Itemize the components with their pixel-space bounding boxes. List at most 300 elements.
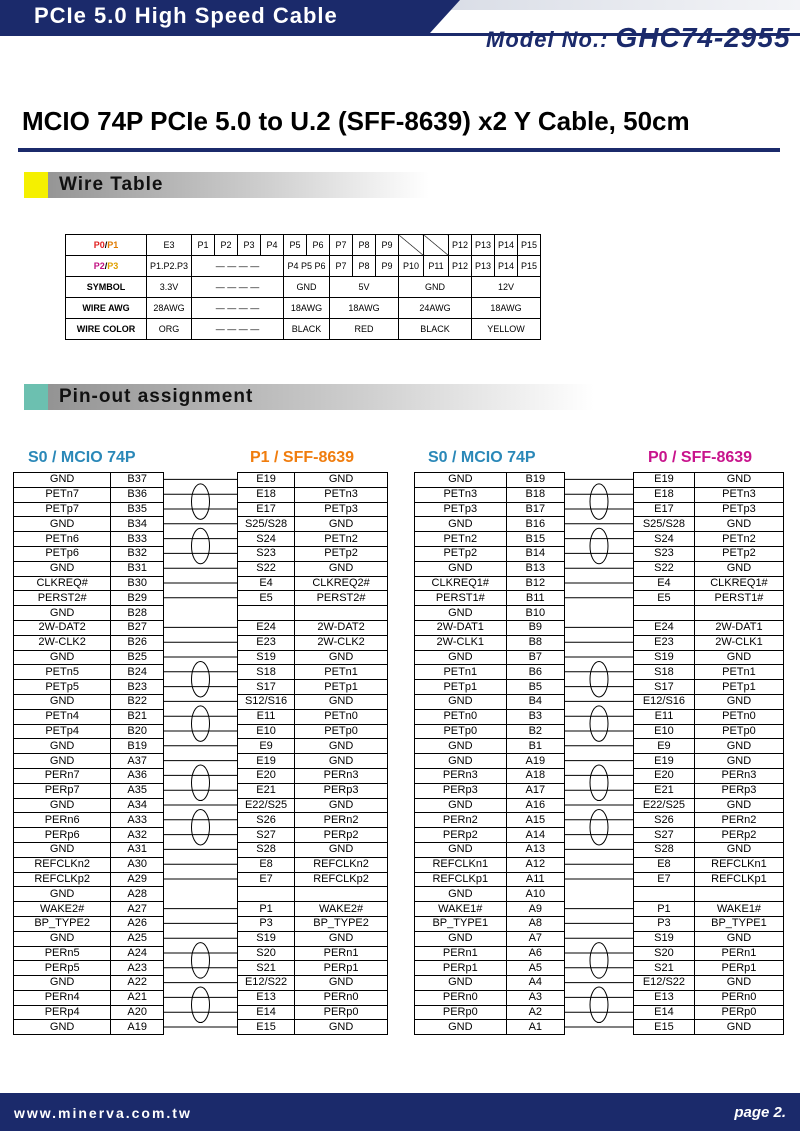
- cell: 12V: [472, 277, 541, 298]
- pin-cell-a: 2W-DAT1: [415, 620, 507, 635]
- pin-cell-b: B11: [506, 591, 564, 606]
- pin-row: [634, 620, 784, 635]
- pin-cell-a: BP_TYPE2: [14, 916, 111, 931]
- pin-cell-a: S21: [238, 961, 295, 976]
- pin-cell-b: WAKE1#: [694, 902, 783, 917]
- pin-cell-a: S24: [634, 532, 695, 547]
- pin-cell-b: PETp1: [694, 680, 783, 695]
- pin-cell-a: E22/S25: [238, 798, 295, 813]
- pin-cell-b: GND: [694, 842, 783, 857]
- pin-cell-b: GND: [694, 694, 783, 709]
- page-number: page 2.: [734, 1104, 786, 1121]
- pin-row: [238, 635, 388, 650]
- pin-cell-b: PERp1: [295, 961, 388, 976]
- pin-cell-a: CLKREQ1#: [415, 576, 507, 591]
- pin-cell-b: GND: [694, 650, 783, 665]
- pin-cell-a: GND: [14, 650, 111, 665]
- pin-row: [14, 931, 164, 946]
- pin-cell-b: PETn1: [295, 665, 388, 680]
- pin-cell-a: PERn7: [14, 768, 111, 783]
- pin-cell-b: PETp0: [694, 724, 783, 739]
- pin-cell-a: CLKREQ#: [14, 576, 111, 591]
- pin-cell-a: E12/S22: [634, 976, 695, 991]
- pin-cell-a: E20: [634, 768, 695, 783]
- cell: — — — —: [192, 319, 284, 340]
- pin-row: [14, 813, 164, 828]
- pin-row: [14, 1020, 164, 1035]
- pin-cell-a: GND: [14, 887, 111, 902]
- pin-cell-a: GND: [14, 739, 111, 754]
- pin-row: [634, 517, 784, 532]
- pin-row: [634, 606, 784, 621]
- twisted-pair-marker: [192, 765, 210, 801]
- pin-cell-b: GND: [694, 517, 783, 532]
- pin-cell-a: GND: [14, 931, 111, 946]
- pin-cell-b: [694, 606, 783, 621]
- twisted-pair-marker: [590, 484, 608, 520]
- pin-cell-a: PERp6: [14, 828, 111, 843]
- pin-cell-b: B24: [111, 665, 164, 680]
- pin-cell-b: PETp0: [295, 724, 388, 739]
- title-rule: [18, 148, 780, 152]
- row-label-p0p1: [66, 235, 147, 256]
- pin-cell-b: GND: [295, 754, 388, 769]
- pin-row: [415, 754, 565, 769]
- pin-row: [415, 931, 565, 946]
- pin-cell-a: PERp0: [415, 1005, 507, 1020]
- pin-cell-b: GND: [295, 561, 388, 576]
- pin-row: [634, 724, 784, 739]
- header-s0-right: S0 / MCIO 74P: [428, 449, 536, 466]
- cell: 18AWG: [472, 298, 541, 319]
- pin-row: [238, 694, 388, 709]
- cell: P9: [376, 235, 399, 256]
- pin-cell-b: B4: [506, 694, 564, 709]
- pin-row: [14, 842, 164, 857]
- cell: P10: [399, 256, 424, 277]
- pin-cell-a: S22: [238, 561, 295, 576]
- pin-row: [14, 502, 164, 517]
- pin-cell-a: E5: [238, 591, 295, 606]
- pin-cell-b: PETp2: [295, 546, 388, 561]
- pin-cell-b: 2W-CLK1: [694, 635, 783, 650]
- pin-cell-b: 2W-DAT2: [295, 620, 388, 635]
- pin-cell-a: E19: [634, 754, 695, 769]
- pin-row: [415, 561, 565, 576]
- cell: — — — —: [192, 277, 284, 298]
- cell: 24AWG: [399, 298, 472, 319]
- pin-row: [238, 709, 388, 724]
- pin-cell-b: GND: [295, 1020, 388, 1035]
- pin-row: [238, 606, 388, 621]
- pin-cell-b: B31: [111, 561, 164, 576]
- pin-cell-a: E7: [634, 872, 695, 887]
- pin-row: [634, 990, 784, 1005]
- pin-row: [14, 872, 164, 887]
- pin-row: [14, 828, 164, 843]
- cell: GND: [399, 277, 472, 298]
- pin-row: [634, 946, 784, 961]
- pin-row: [238, 872, 388, 887]
- wire-pairs-right: [565, 472, 633, 1035]
- pin-cell-a: E17: [634, 502, 695, 517]
- p2-label: P2: [93, 261, 105, 271]
- pin-cell-b: B36: [111, 487, 164, 502]
- pin-cell-a: PETn5: [14, 665, 111, 680]
- footer: [0, 1093, 800, 1131]
- pin-cell-b: PERST2#: [295, 591, 388, 606]
- pin-cell-a: S19: [634, 931, 695, 946]
- pin-cell-a: E19: [238, 473, 295, 488]
- pin-row: [634, 561, 784, 576]
- pin-cell-a: [634, 606, 695, 621]
- cell: P2: [215, 235, 238, 256]
- pin-row: [14, 606, 164, 621]
- pin-row: [14, 990, 164, 1005]
- pin-cell-b: A18: [506, 768, 564, 783]
- pin-row: [415, 739, 565, 754]
- pin-row: [634, 887, 784, 902]
- pin-cell-a: GND: [415, 739, 507, 754]
- pin-cell-b: GND: [694, 798, 783, 813]
- pin-cell-a: PERp1: [415, 961, 507, 976]
- pin-cell-b: A8: [506, 916, 564, 931]
- pin-cell-b: B37: [111, 473, 164, 488]
- pin-row: [14, 694, 164, 709]
- pin-cell-a: REFCLKn1: [415, 857, 507, 872]
- pin-row: [238, 828, 388, 843]
- pin-cell-b: A16: [506, 798, 564, 813]
- pinout-table-p0: [633, 472, 784, 1035]
- pin-row: [415, 828, 565, 843]
- twisted-pair-marker: [590, 661, 608, 697]
- pin-row: [238, 976, 388, 991]
- wire-row-p0p1: [66, 235, 541, 256]
- pin-cell-a: PERp7: [14, 783, 111, 798]
- row-label-color: WIRE COLOR: [66, 319, 147, 340]
- pin-cell-a: S22: [634, 561, 695, 576]
- cell: YELLOW: [472, 319, 541, 340]
- pin-cell-a: GND: [14, 754, 111, 769]
- section-wire-table: [24, 172, 564, 198]
- pin-row: [415, 546, 565, 561]
- pin-cell-b: B35: [111, 502, 164, 517]
- pin-row: [14, 887, 164, 902]
- pin-cell-b: B30: [111, 576, 164, 591]
- pin-cell-b: A33: [111, 813, 164, 828]
- pin-cell-b: B5: [506, 680, 564, 695]
- pin-row: [14, 754, 164, 769]
- pin-cell-a: GND: [14, 798, 111, 813]
- pin-cell-a: S19: [634, 650, 695, 665]
- pin-row: [415, 1020, 565, 1035]
- pin-cell-b: B15: [506, 532, 564, 547]
- pin-cell-a: GND: [14, 1020, 111, 1035]
- pin-cell-a: PERp3: [415, 783, 507, 798]
- pin-row: [634, 665, 784, 680]
- pin-row: [238, 857, 388, 872]
- pin-cell-b: REFCLKp2: [295, 872, 388, 887]
- pin-cell-b: GND: [295, 931, 388, 946]
- pin-row: [634, 916, 784, 931]
- twisted-pair-marker: [192, 706, 210, 742]
- pin-cell-a: E4: [634, 576, 695, 591]
- pin-cell-a: S19: [238, 650, 295, 665]
- pin-row: [238, 561, 388, 576]
- pin-row: [634, 546, 784, 561]
- pin-cell-b: GND: [295, 517, 388, 532]
- wire-row-p2p3: [66, 256, 541, 277]
- pin-cell-a: E21: [238, 783, 295, 798]
- pin-cell-b: PETn0: [295, 709, 388, 724]
- cell: P12: [449, 256, 472, 277]
- cell: P12: [449, 235, 472, 256]
- pin-cell-b: 2W-DAT1: [694, 620, 783, 635]
- pin-cell-b: B16: [506, 517, 564, 532]
- pin-cell-b: B12: [506, 576, 564, 591]
- pin-cell-a: PETn0: [415, 709, 507, 724]
- pin-cell-b: B23: [111, 680, 164, 695]
- pin-cell-b: A19: [506, 754, 564, 769]
- pin-row: [14, 561, 164, 576]
- pin-row: [634, 591, 784, 606]
- pin-cell-a: PETp5: [14, 680, 111, 695]
- pin-cell-b: GND: [694, 976, 783, 991]
- pin-cell-a: S27: [238, 828, 295, 843]
- pin-cell-b: GND: [694, 931, 783, 946]
- twisted-pair-marker: [590, 943, 608, 979]
- row-label-p2p3: [66, 256, 147, 277]
- pin-row: [14, 635, 164, 650]
- cell: P13: [472, 256, 495, 277]
- pin-cell-b: GND: [295, 976, 388, 991]
- pin-cell-a: PETp1: [415, 680, 507, 695]
- pin-cell-b: A37: [111, 754, 164, 769]
- cell: BLACK: [399, 319, 472, 340]
- twisted-pair-marker: [590, 987, 608, 1023]
- pin-cell-b: B32: [111, 546, 164, 561]
- pin-cell-b: GND: [694, 739, 783, 754]
- pin-cell-a: E15: [238, 1020, 295, 1035]
- pin-cell-b: [295, 887, 388, 902]
- pin-cell-b: B1: [506, 739, 564, 754]
- cell: P8: [353, 256, 376, 277]
- pin-row: [415, 946, 565, 961]
- cell: P14: [495, 235, 518, 256]
- pin-cell-b: GND: [295, 650, 388, 665]
- pin-row: [238, 754, 388, 769]
- wire-row-symbol: [66, 277, 541, 298]
- pin-cell-b: B18: [506, 487, 564, 502]
- pin-cell-a: GND: [415, 561, 507, 576]
- pin-cell-b: A17: [506, 783, 564, 798]
- pin-row: [415, 635, 565, 650]
- cell: P13: [472, 235, 495, 256]
- pin-cell-a: PETp0: [415, 724, 507, 739]
- pin-row: [14, 768, 164, 783]
- pin-row: [238, 724, 388, 739]
- pin-row: [415, 783, 565, 798]
- pin-cell-b: REFCLKn1: [694, 857, 783, 872]
- pin-cell-b: A13: [506, 842, 564, 857]
- pin-cell-b: REFCLKn2: [295, 857, 388, 872]
- pin-row: [238, 591, 388, 606]
- pin-row: [14, 473, 164, 488]
- pin-cell-b: [694, 887, 783, 902]
- pin-row: [14, 591, 164, 606]
- pin-cell-a: PERp2: [415, 828, 507, 843]
- cell: P7: [330, 235, 353, 256]
- cell: P8: [353, 235, 376, 256]
- pin-cell-a: PETn3: [415, 487, 507, 502]
- pin-row: [14, 916, 164, 931]
- cell: P5: [284, 235, 307, 256]
- cell: E3: [147, 235, 192, 256]
- pin-cell-a: GND: [14, 976, 111, 991]
- cell: P15: [518, 256, 541, 277]
- pin-row: [415, 709, 565, 724]
- pin-cell-b: B7: [506, 650, 564, 665]
- pin-row: [238, 990, 388, 1005]
- pin-row: [415, 872, 565, 887]
- pin-cell-b: A28: [111, 887, 164, 902]
- pin-cell-b: A30: [111, 857, 164, 872]
- cell: P4 P5 P6: [284, 256, 330, 277]
- pin-cell-b: A11: [506, 872, 564, 887]
- pin-cell-a: E23: [238, 635, 295, 650]
- pin-cell-a: E15: [634, 1020, 695, 1035]
- pin-cell-a: PETp6: [14, 546, 111, 561]
- pin-row: [238, 961, 388, 976]
- pin-row: [634, 709, 784, 724]
- cell: 18AWG: [330, 298, 399, 319]
- pin-row: [238, 576, 388, 591]
- pin-cell-a: GND: [14, 517, 111, 532]
- pin-cell-a: GND: [415, 650, 507, 665]
- cell: P3: [238, 235, 261, 256]
- pin-cell-b: B27: [111, 620, 164, 635]
- pin-cell-a: GND: [14, 606, 111, 621]
- pin-row: [238, 813, 388, 828]
- pin-row: [634, 857, 784, 872]
- pin-cell-b: A35: [111, 783, 164, 798]
- pin-cell-b: B25: [111, 650, 164, 665]
- twisted-pair-marker: [590, 765, 608, 801]
- pin-row: [415, 842, 565, 857]
- pin-cell-a: GND: [415, 1020, 507, 1035]
- pin-cell-a: PERn1: [415, 946, 507, 961]
- pin-cell-a: 2W-DAT2: [14, 620, 111, 635]
- pin-row: [415, 887, 565, 902]
- pin-row: [634, 976, 784, 991]
- pin-row: [415, 961, 565, 976]
- pin-cell-b: B8: [506, 635, 564, 650]
- pin-row: [634, 680, 784, 695]
- pin-row: [14, 680, 164, 695]
- pin-row: [415, 665, 565, 680]
- pin-cell-a: S18: [238, 665, 295, 680]
- pin-cell-a: PERn0: [415, 990, 507, 1005]
- pin-cell-b: A27: [111, 902, 164, 917]
- pin-cell-b: B19: [506, 473, 564, 488]
- pin-cell-a: P1: [238, 902, 295, 917]
- wire-pairs-left: [164, 472, 237, 1035]
- pin-cell-a: S28: [634, 842, 695, 857]
- pin-row: [634, 694, 784, 709]
- p3-label: P3: [107, 261, 119, 271]
- pin-cell-a: S27: [634, 828, 695, 843]
- pin-cell-b: A24: [111, 946, 164, 961]
- pin-row: [634, 828, 784, 843]
- pin-row: [14, 487, 164, 502]
- pin-cell-b: A36: [111, 768, 164, 783]
- pin-cell-a: GND: [415, 754, 507, 769]
- pin-cell-a: E10: [238, 724, 295, 739]
- cell: 28AWG: [147, 298, 192, 319]
- pin-cell-b: A15: [506, 813, 564, 828]
- pin-cell-b: A6: [506, 946, 564, 961]
- pin-cell-b: BP_TYPE1: [694, 916, 783, 931]
- pin-cell-b: A7: [506, 931, 564, 946]
- pin-cell-b: PERn1: [295, 946, 388, 961]
- pin-cell-a: E21: [634, 783, 695, 798]
- pin-cell-a: E18: [238, 487, 295, 502]
- pin-cell-a: S25/S28: [238, 517, 295, 532]
- cell: — — — —: [192, 256, 284, 277]
- pin-row: [14, 546, 164, 561]
- pin-cell-b: GND: [295, 798, 388, 813]
- pin-row: [634, 813, 784, 828]
- pin-cell-a: E17: [238, 502, 295, 517]
- twisted-pair-marker: [192, 809, 210, 845]
- pin-cell-a: E13: [634, 990, 695, 1005]
- pin-cell-a: S20: [634, 946, 695, 961]
- pin-row: [415, 768, 565, 783]
- pin-cell-b: PERp1: [694, 961, 783, 976]
- twisted-pair-marker: [192, 528, 210, 564]
- wire-row-color: [66, 319, 541, 340]
- pin-cell-a: S26: [238, 813, 295, 828]
- pin-cell-b: PERn2: [295, 813, 388, 828]
- pin-cell-b: PERp2: [295, 828, 388, 843]
- pin-cell-b: B13: [506, 561, 564, 576]
- footer-url[interactable]: www.minerva.com.tw: [14, 1105, 192, 1121]
- pin-cell-a: S18: [634, 665, 695, 680]
- pin-cell-a: PERn4: [14, 990, 111, 1005]
- pin-cell-b: B3: [506, 709, 564, 724]
- pin-cell-a: PERp4: [14, 1005, 111, 1020]
- pin-row: [238, 916, 388, 931]
- pin-cell-a: GND: [415, 931, 507, 946]
- pin-cell-a: E14: [634, 1005, 695, 1020]
- pin-cell-b: B2: [506, 724, 564, 739]
- pin-cell-a: P3: [634, 916, 695, 931]
- pin-cell-a: P3: [238, 916, 295, 931]
- cell: GND: [284, 277, 330, 298]
- pin-cell-b: [295, 606, 388, 621]
- cell: P4: [261, 235, 284, 256]
- pin-cell-a: S28: [238, 842, 295, 857]
- cell: RED: [330, 319, 399, 340]
- pin-cell-a: E8: [634, 857, 695, 872]
- pin-cell-b: 2W-CLK2: [295, 635, 388, 650]
- pin-cell-b: PETp3: [295, 502, 388, 517]
- pin-row: [415, 1005, 565, 1020]
- section-pinout: [24, 384, 784, 410]
- pin-cell-a: E12/S16: [634, 694, 695, 709]
- pin-row: [634, 1005, 784, 1020]
- pin-cell-b: A23: [111, 961, 164, 976]
